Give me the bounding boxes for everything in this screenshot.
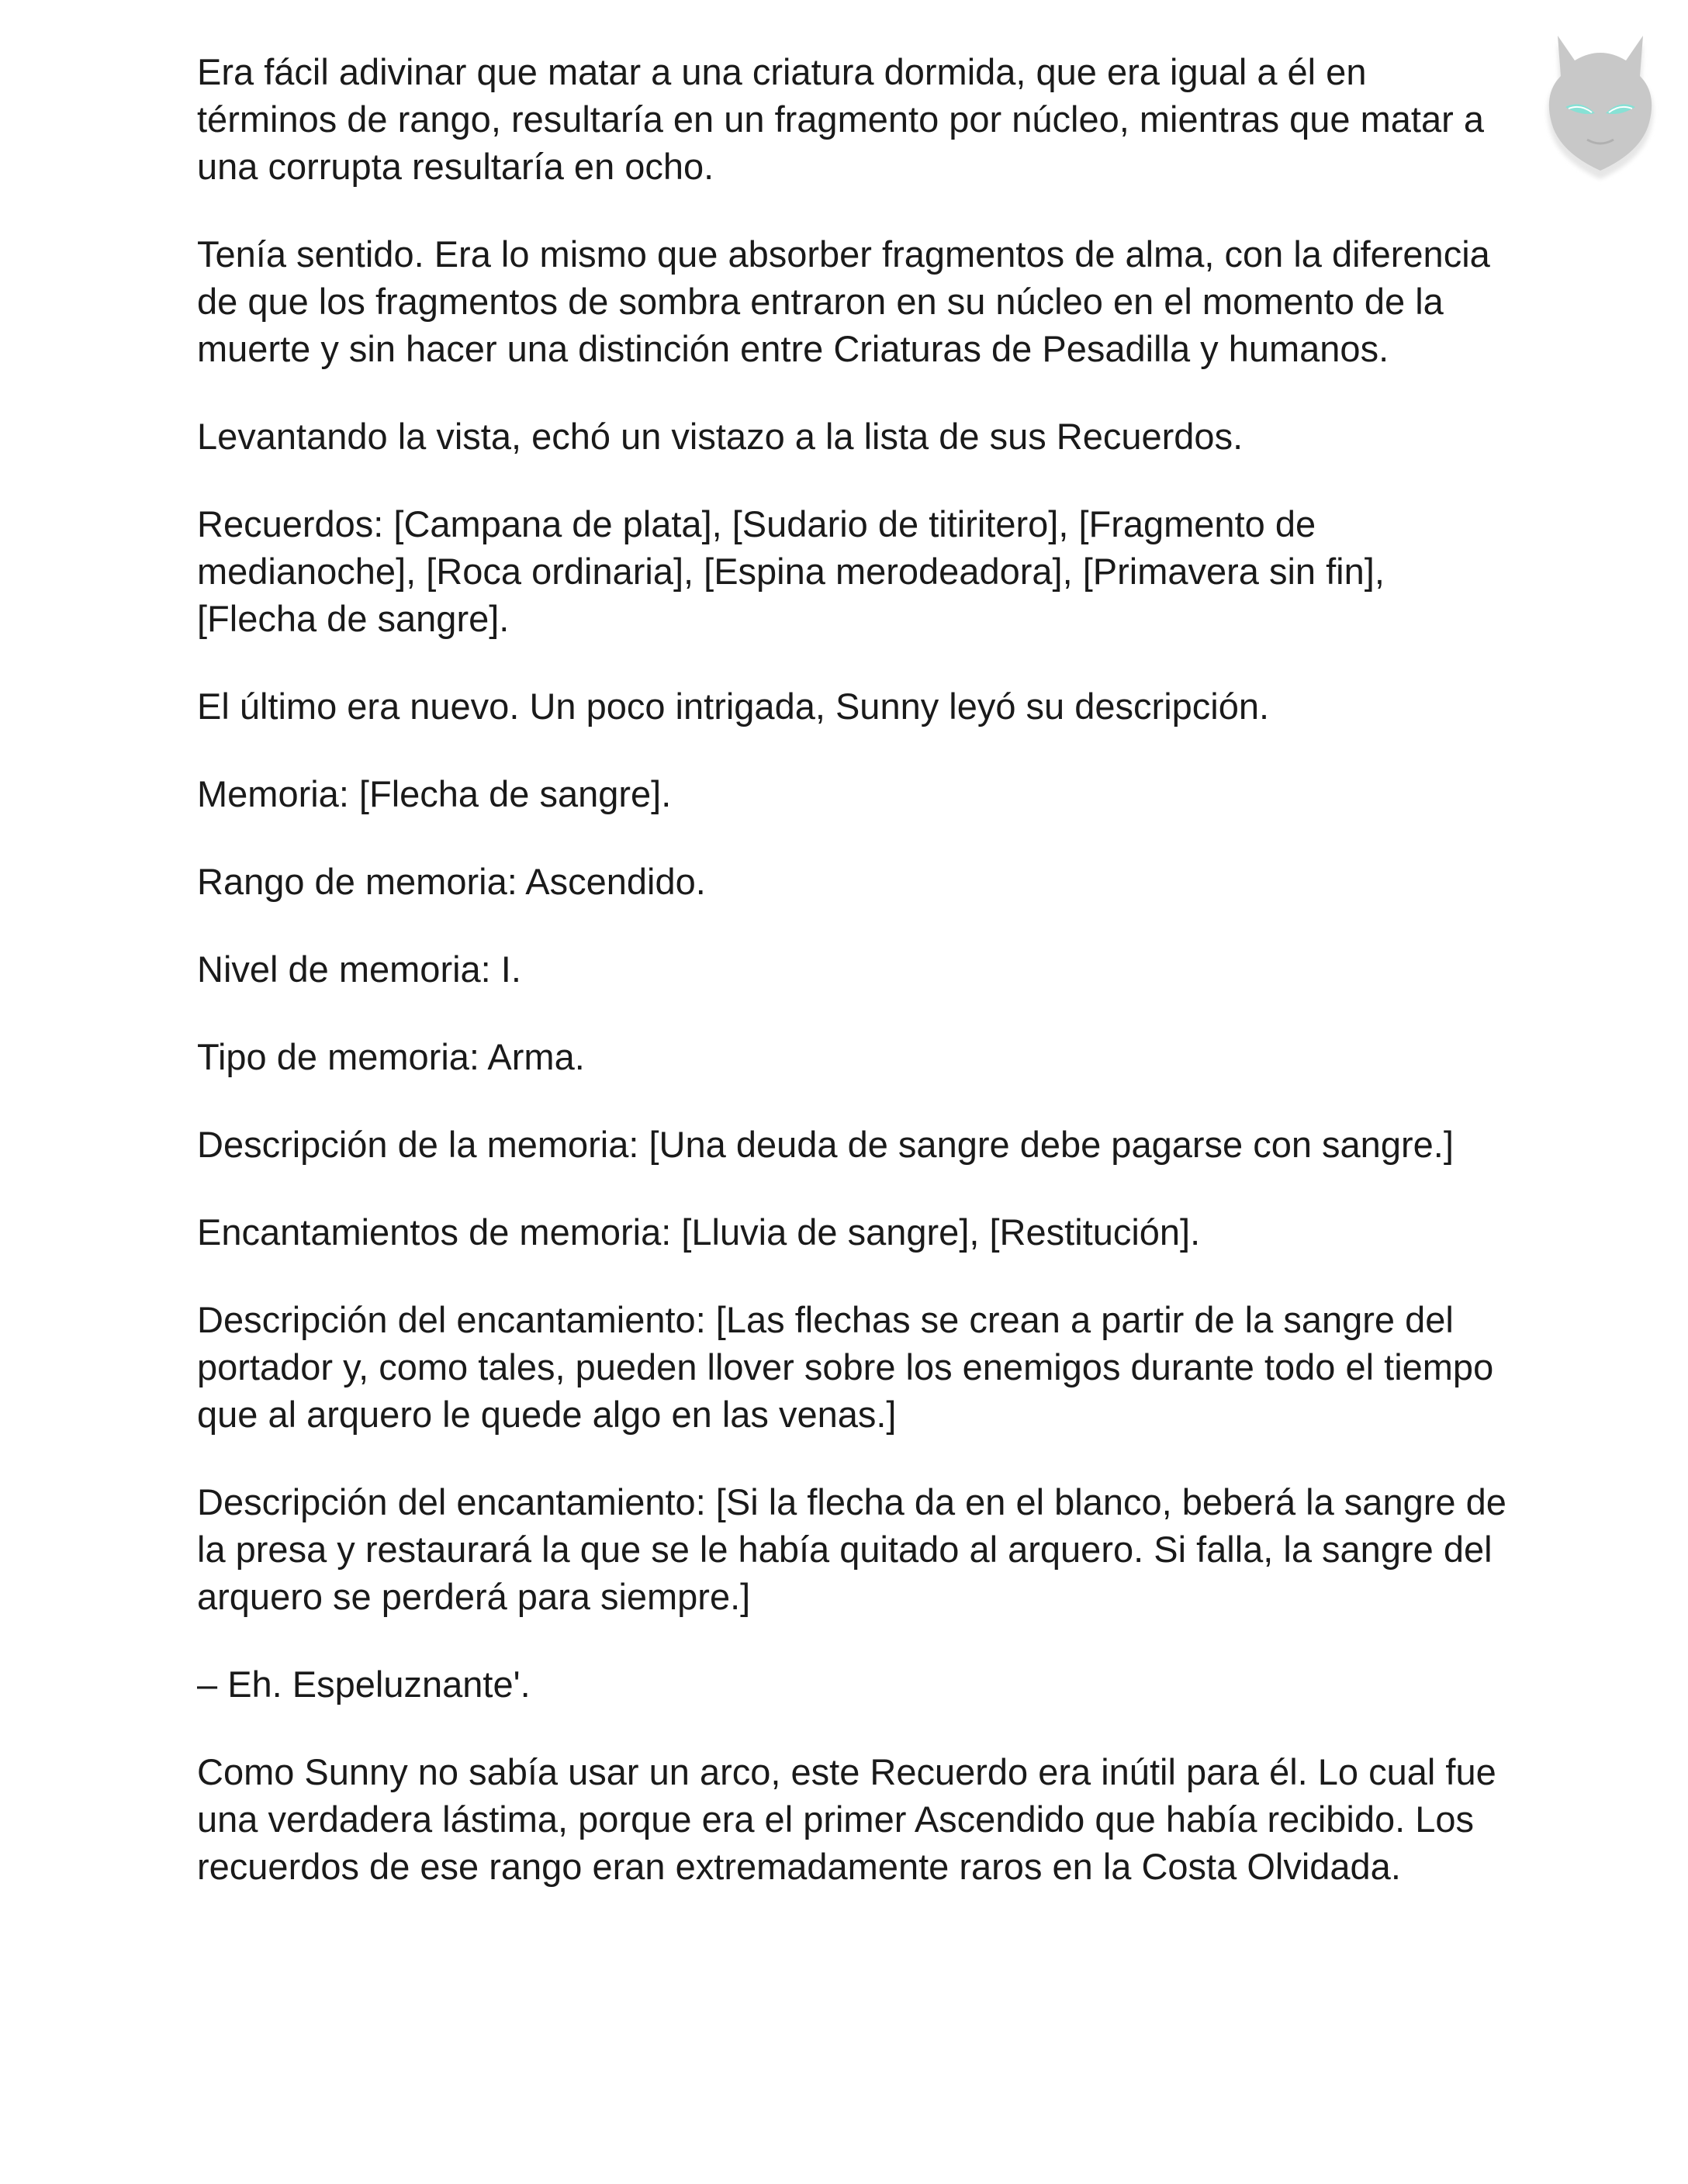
paragraph: Levantando la vista, echó un vistazo a la lista de sus Recuerdos.	[197, 416, 1244, 457]
paragraph: Rango de memoria: Ascendido.	[197, 861, 706, 902]
paragraph: Descripción del encantamiento: [Las flechas se crean a partir de la sangre del portador y, como tales, pueden llover sobre los enemigos durante todo el tiempo que al arquero le quede algo en las venas.]	[197, 1299, 1494, 1435]
paragraph: Tenía sentido. Era lo mismo que absorber fragmentos de alma, con la diferencia de que los fragmentos de sombra entraron en su núcleo en el momento de la muerte y sin hacer una distinción entre Criaturas de Pesadilla y humanos.	[197, 233, 1490, 369]
paragraph: Nivel de memoria: I.	[197, 949, 521, 990]
paragraph: Era fácil adivinar que matar a una criatura dormida, que era igual a él en términos de rango, resultaría en un fragmento por núcleo, mientras que matar a una corrupta resultaría en ocho.	[197, 51, 1484, 187]
paragraph: El último era nuevo. Un poco intrigada, Sunny leyó su descripción.	[197, 686, 1270, 727]
paragraph: Como Sunny no sabía usar un arco, este Recuerdo era inútil para él. Lo cual fue una verdadera lástima, porque era el primer Ascendido que había recibido. Los recuerdos de ese rango eran extremadamente raros en la Costa Olvidada.	[197, 1751, 1496, 1887]
paragraph: Encantamientos de memoria: [Lluvia de sangre], [Restitución].	[197, 1211, 1201, 1253]
demon-head-logo-icon	[1527, 16, 1674, 186]
paragraph: Memoria: [Flecha de sangre].	[197, 773, 672, 814]
demon-head-icon	[1527, 16, 1674, 186]
paragraph: – Eh. Espeluznante'.	[197, 1664, 531, 1705]
paragraph: Descripción del encantamiento: [Si la flecha da en el blanco, beberá la sangre de la presa y restaurará la que se le había quitado al arquero. Si falla, la sangre del arquero se perderá para siempre.]	[197, 1481, 1506, 1617]
document-body	[197, 48, 1508, 1930]
paragraph: Descripción de la memoria: [Una deuda de sangre debe pagarse con sangre.]	[197, 1124, 1454, 1165]
paragraph: Tipo de memoria: Arma.	[197, 1036, 585, 1077]
paragraph: Recuerdos: [Campana de plata], [Sudario de titiritero], [Fragmento de medianoche], [Roca ordinaria], [Espina merodeadora], [Primavera sin fin], [Flecha de sangre].	[197, 503, 1385, 639]
